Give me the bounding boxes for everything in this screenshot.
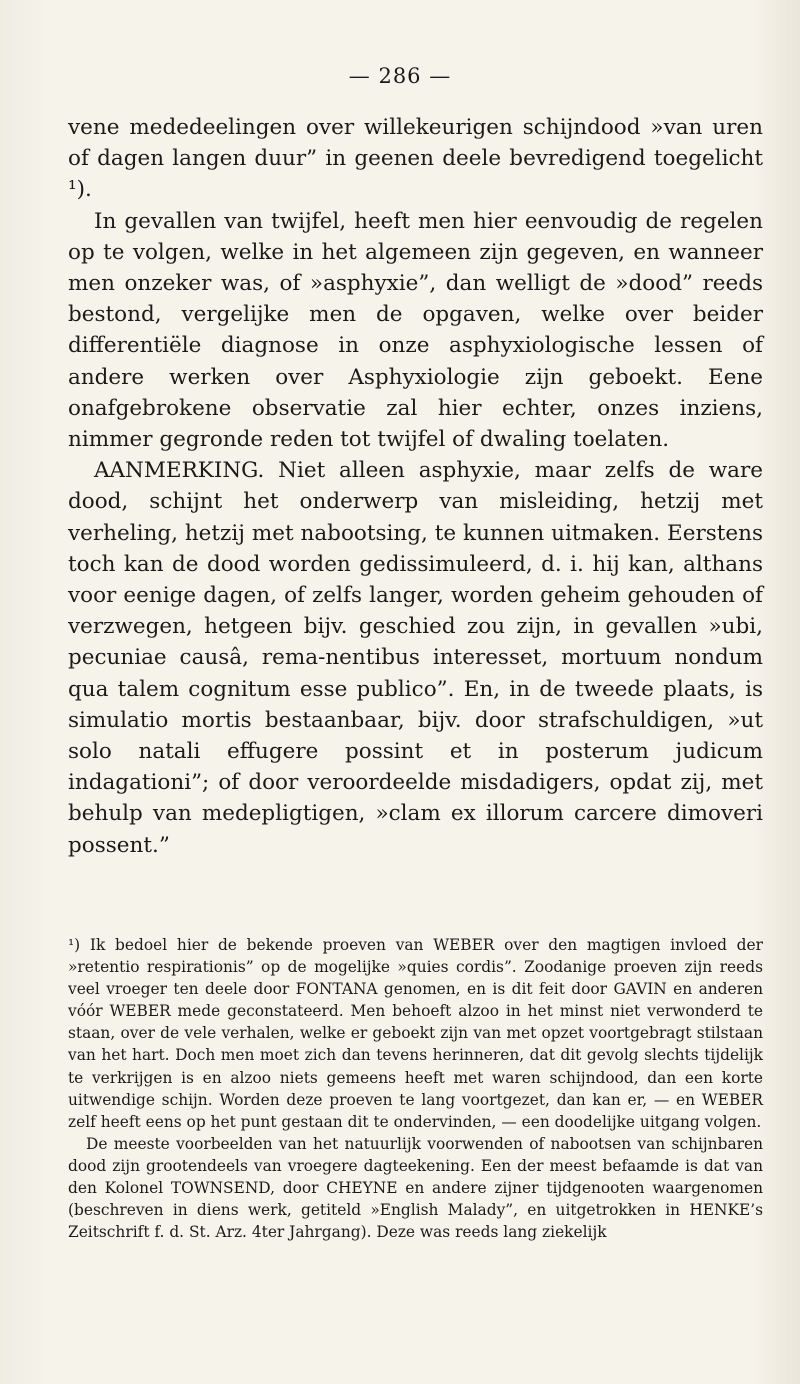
footnotes xyxy=(68,934,763,1243)
footnote-1-continued: De meeste voorbeelden van het natuurlijk voorwenden of nabootsen van schijnbaren dood zijn grootendeels van vroegere dagteekening. Een der meest befaamde is dat van den Kolonel TOWNSEND, door CHEYNE en andere zijner tijdgenooten waargenomen (beschreven in diens werk, getiteld »English Malady”, en uitgetrokken in HENKE’s Zeitschrift f. d. St. Arz. 4ter Jahrgang). Deze was reeds lang ziekelijk xyxy=(68,1134,763,1242)
paragraph-3-aanmerking: AANMERKING. Niet alleen asphyxie, maar zelfs de ware dood, schijnt het onderwerp van misleiding, hetzij met verheling, hetzij met nabootsing, te kunnen uitmaken. Eerstens toch kan de dood worden gedissimuleerd, d. i. hij kan, althans voor eenige dagen, of zelfs langer, worden geheim gehouden of verzwegen, hetgeen bijv. geschied zou zijn, in gevallen »ubi, pecuniae causâ, rema-nentibus interesset, mortuum nondum qua talem cognitum esse publico”. En, in de tweede plaats, is simulatio mortis bestaanbaar, bijv. door strafschuldigen, »ut solo natali effugere possint et in posterum judicum indagationi”; of door veroordeelde misdadigers, opdat zij, met behulp van medepligtigen, »clam ex illorum carcere dimoveri possent.” xyxy=(68,458,763,858)
paragraph-2: In gevallen van twijfel, heeft men hier eenvoudig de regelen op te volgen, welke in het algemeen zijn gegeven, en wanneer men onzeker was, of »asphyxie”, dan welligt de »dood” reeds bestond, vergelijke men de opgaven, welke over beider differentiële diagnose in onze asphyxiologische lessen of andere werken over Asphyxiologie zijn geboekt. Eene onafgebrokene observatie zal hier echter, onzes inziens, nimmer gegronde reden tot twijfel of dwaling toelaten. xyxy=(68,208,763,453)
main-text xyxy=(68,112,763,861)
paragraph-1: vene mededeelingen over willekeurigen schijndood »van uren of dagen langen duur” in geenen deele bevredigend toegelicht ¹). xyxy=(68,115,763,203)
footnote-1: ¹) Ik bedoel hier de bekende proeven van WEBER over den magtigen invloed der »retentio respirationis” op de mogelijke »quies cordis”. Zoodanige proeven zijn reeds veel vroeger ten deele door FONTANA genomen, en is dit feit door GAVIN en anderen vóór WEBER mede geconstateerd. Men behoeft alzoo in het minst niet verwonderd te staan, over de vele verhalen, welke er geboekt zijn van met opzet voortgebragt stilstaan van het hart. Doch men moet zich dan tevens herinneren, dat dit gevolg slechts tijdelijk te verkrijgen is en alzoo niets gemeens heeft met waren schijndood, dan een korte uitwendige schijn. Worden deze proeven te lang voortgezet, dan kan er, — en WEBER zelf heeft eens op het punt gestaan dit te ondervinden, — een doodelijke uitgang volgen. xyxy=(68,936,763,1131)
page-number: — 286 — xyxy=(348,64,452,88)
